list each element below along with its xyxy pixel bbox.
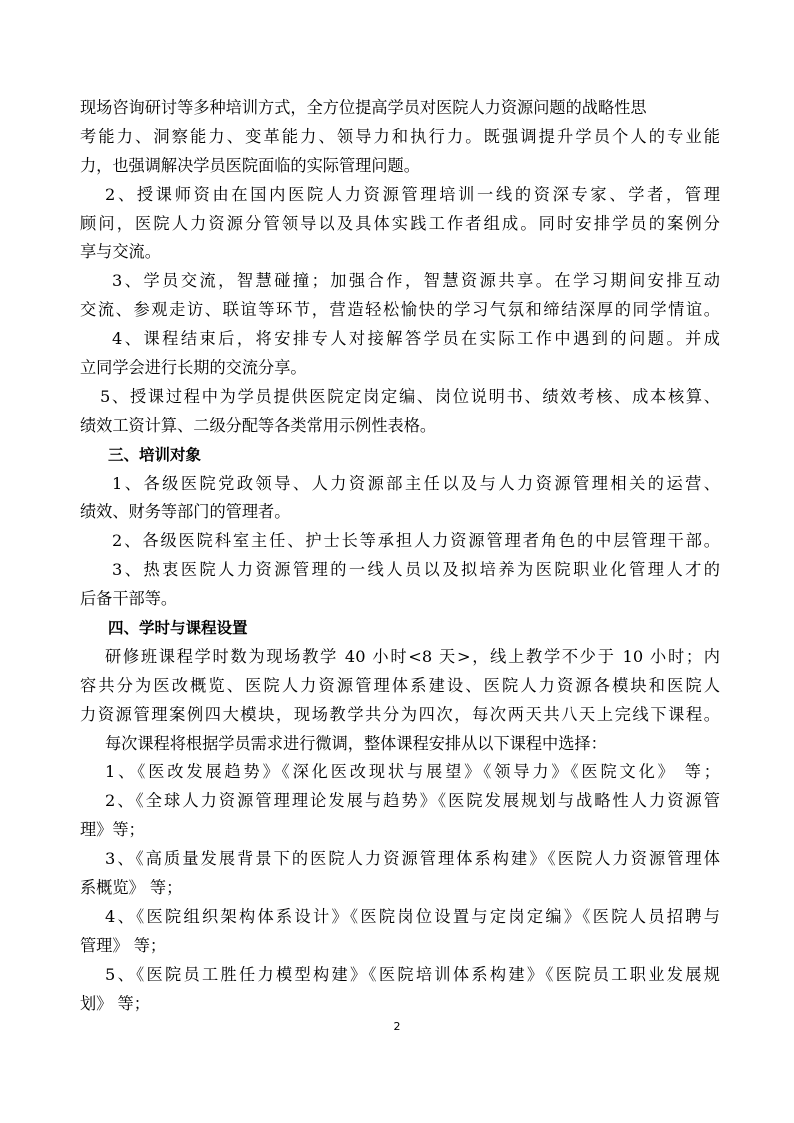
text-line: 2、授课师资由在国内医院人力资源管理培训一线的资深专家、学者，管理 [105,184,720,204]
text-line: 现场咨询研讨等多种培训方式，全方位提高学员对医院人力资源问题的战略性思 [80,98,647,117]
text-line: 交流、参观走访、联谊等环节，营造轻松愉快的学习气氛和缔结深厚的同学情谊。 [80,300,720,320]
text-line: 1、各级医院党政领导、人力资源部主任以及与人力资源管理相关的运营、 [112,473,720,493]
text-line: 3、学员交流，智慧碰撞；加强合作，智慧资源共享。在学习期间安排互动 [112,271,720,291]
text-line: 力资源管理案例四大模块，现场教学共分为四次，每次两天共八天上完线下课程。 [80,704,720,724]
section-heading: 四、学时与课程设置 [108,619,248,638]
text-line: 理》等； [80,820,145,840]
text-line: 5、《医院员工胜任力模型构建》《医院培训体系构建》《医院员工职业发展规 [105,964,720,984]
text-line: 享与交流。 [80,242,161,262]
text-line: 力，也强调解决学员医院面临的实际管理问题。 [80,155,420,175]
text-line: 4、《医院组织架构体系设计》《医院岗位设置与定岗定编》《医院人员招聘与 [105,906,720,926]
text-line: 考能力、洞察能力、变革能力、领导力和执行力。既强调提升学员个人的专业能 [80,126,720,146]
text-line: 后备干部等。 [80,589,178,609]
text-line: 2、各级医院科室主任、护士长等承担人力资源管理者角色的中层管理干部。 [112,531,720,551]
text-line: 绩效工资计算、二级分配等各类常用示例性表格。 [80,415,437,435]
text-line: 系概览》 等； [80,878,183,898]
text-line: 绩效、财务等部门的管理者。 [80,502,291,522]
text-line: 5、授课过程中为学员提供医院定岗定编、岗位说明书、绩效考核、成本核算、 [100,386,720,406]
document-body [80,94,720,1019]
text-line: 顾问，医院人力资源分管领导以及具体实践工作者组成。同时安排学员的案例分 [80,213,720,233]
text-line: 管理》 等； [80,935,167,955]
text-line: 容共分为医改概览、医院人力资源管理体系建设、医院人力资源各模块和医院人 [80,675,720,695]
text-line: 3、热衷医院人力资源管理的一线人员以及拟培养为医院职业化管理人才的 [112,560,720,580]
text-line: 划》 等； [80,993,150,1013]
text-line: 每次课程将根据学员需求进行微调，整体课程安排从以下课程中选择： [105,733,607,753]
text-line: 1、《医改发展趋势》《深化医改现状与展望》《领导力》《医院文化》 等； [105,762,720,782]
section-heading: 三、培训对象 [108,445,202,464]
text-line: 4、课程结束后，将安排专人对接解答学员在实际工作中遇到的问题。并成 [112,329,720,349]
text-line: 2、《全球人力资源管理理论发展与趋势》《医院发展规划与战略性人力资源管 [105,791,720,811]
text-line: 研修班课程学时数为现场教学 40 小时<8 天>，线上教学不少于 10 小时；内 [105,646,720,666]
text-line: 3、《高质量发展背景下的医院人力资源管理体系构建》《医院人力资源管理体 [105,849,720,869]
text-line: 立同学会进行长期的交流分享。 [80,358,307,378]
page-number: 2 [393,1020,401,1033]
